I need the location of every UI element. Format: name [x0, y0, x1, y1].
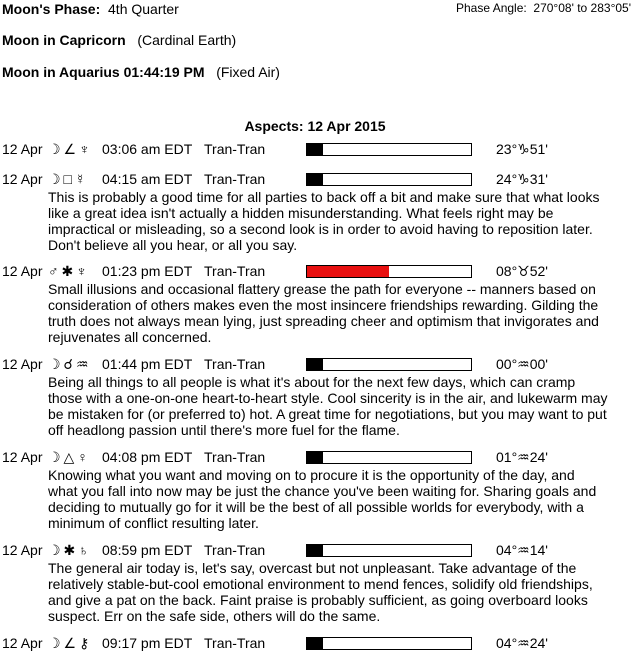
- aspect-type: Tran-Tran: [204, 635, 266, 651]
- aspect-strength-fill: [307, 266, 389, 277]
- aspect-date: 12 Apr: [2, 356, 43, 372]
- aspect-position: 04°♒14': [496, 542, 548, 558]
- aspect-glyphs: ☽∠♆: [48, 141, 93, 157]
- moon-sign-aquarius: [2, 64, 280, 80]
- aspect-strength-fill: [307, 545, 323, 556]
- aspect-position: 24°♑31': [496, 171, 548, 187]
- aspect-type: Tran-Tran: [204, 542, 266, 558]
- aspect-glyphs: ☽∠⚷: [48, 635, 93, 651]
- aspect-strength-bar: [306, 265, 472, 278]
- aspect-entry: [0, 171, 637, 253]
- aspect-position: 00°♒00': [496, 356, 548, 372]
- aspect-time: 01:23 pm EDT: [102, 263, 193, 279]
- aspect-date: 12 Apr: [2, 542, 43, 558]
- moon-sign-detail: (Fixed Air): [216, 64, 280, 80]
- aspect-strength-fill: [307, 359, 323, 370]
- aspect-glyphs: ♂✱♆: [48, 263, 90, 279]
- aspect-type: Tran-Tran: [204, 356, 266, 372]
- aspect-description: This is probably a good time for all parties to back off a bit and make sure that what looks like a great idea isn't actually a hidden misunderstanding. What feels right may be impractical or misleading, so a second look is in order to avoid having to reposition later. Don't believe all you hear, or all you say.: [48, 189, 600, 253]
- aspect-entry: [0, 542, 637, 624]
- aspect-type: Tran-Tran: [204, 449, 266, 465]
- aspect-glyphs: ☽△♀: [48, 449, 91, 465]
- aspect-entry: [0, 356, 637, 438]
- aspect-strength-fill: [307, 144, 323, 155]
- aspect-type: Tran-Tran: [204, 263, 266, 279]
- aspect-time: 01:44 pm EDT: [102, 356, 193, 372]
- aspect-position: 08°♉52': [496, 263, 548, 279]
- aspect-strength-bar: [306, 173, 472, 186]
- aspect-entry: [0, 263, 637, 345]
- moon-sign-label: Moon in Aquarius 01:44:19 PM: [2, 64, 205, 80]
- moon-phase-value: 4th Quarter: [108, 1, 179, 17]
- aspect-strength-fill: [307, 174, 323, 185]
- aspect-description: Being all things to all people is what it's about for the next few days, which can cramp those with a one-on-one heart-to-heart style. Cool sincerity is in the air, and lukewarm may be mistaken for (or preferred to) hot. A great time for negotiations, but you may want to put off headlong passion until there's more fuel for the flame.: [48, 374, 608, 438]
- aspect-position: 01°♒24': [496, 449, 548, 465]
- aspect-date: 12 Apr: [2, 141, 43, 157]
- aspect-description: Small illusions and occasional flattery grease the path for everyone -- manners based on consideration of others makes even the most insincere friendships rewarding. Gilding the truth does not always mean lying, just spreading cheer and optimism that invigorates and rejuvenates all concerned.: [48, 281, 599, 345]
- aspect-position: 23°♑51': [496, 141, 548, 157]
- aspect-entry: [0, 635, 637, 653]
- aspect-strength-fill: [307, 452, 323, 463]
- phase-angle-label: Phase Angle:: [456, 1, 527, 15]
- phase-angle-value: 270°08' to 283°05': [533, 1, 631, 15]
- aspect-glyphs: ☽☌♒: [48, 356, 92, 372]
- phase-angle: [456, 1, 631, 15]
- moon-sign-capricorn: [2, 32, 236, 48]
- aspect-description: The general air today is, let's say, overcast but not unpleasant. Take advantage of the relatively stable-but-cool emotional environment to mend fences, solidify old friendships, and give a pat on the back. Faint praise is probably sufficient, as going overboard looks suspect. Err on the safe side, others will do the same.: [48, 560, 593, 624]
- moon-sign-label: Moon in Capricorn: [2, 32, 126, 48]
- aspect-strength-bar: [306, 544, 472, 557]
- aspect-time: 04:08 pm EDT: [102, 449, 193, 465]
- aspect-time: 09:17 pm EDT: [102, 635, 193, 651]
- moon-phase-label: Moon's Phase:: [2, 1, 101, 17]
- aspect-time: 04:15 am EDT: [102, 171, 193, 187]
- aspect-glyphs: ☽✱♄: [48, 542, 92, 558]
- aspect-date: 12 Apr: [2, 263, 43, 279]
- aspect-date: 12 Apr: [2, 635, 43, 651]
- aspect-type: Tran-Tran: [204, 171, 266, 187]
- aspect-date: 12 Apr: [2, 449, 43, 465]
- aspect-strength-bar: [306, 451, 472, 464]
- aspect-strength-fill: [307, 638, 323, 649]
- aspect-description: Knowing what you want and moving on to procure it is the opportunity of the day, and what you fall into now may be just the chance you've been waiting for. Sharing goals and deciding to mutually go for it will be the best of all possible worlds for everybody, with a minimum of conflict resulting later.: [48, 467, 597, 531]
- aspect-date: 12 Apr: [2, 171, 43, 187]
- aspect-strength-bar: [306, 358, 472, 371]
- aspects-title: Aspects: 12 Apr 2015: [244, 118, 386, 134]
- moon-sign-detail: (Cardinal Earth): [137, 32, 237, 48]
- aspect-time: 08:59 pm EDT: [102, 542, 193, 558]
- aspect-entry: [0, 449, 637, 531]
- aspect-strength-bar: [306, 143, 472, 156]
- aspect-type: Tran-Tran: [204, 141, 266, 157]
- moon-phase-line: [2, 1, 179, 17]
- aspect-glyphs: ☽□☿: [48, 171, 89, 187]
- aspect-time: 03:06 am EDT: [102, 141, 193, 157]
- aspect-strength-bar: [306, 637, 472, 650]
- aspect-entry: [0, 141, 637, 159]
- aspect-position: 04°♒24': [496, 635, 548, 651]
